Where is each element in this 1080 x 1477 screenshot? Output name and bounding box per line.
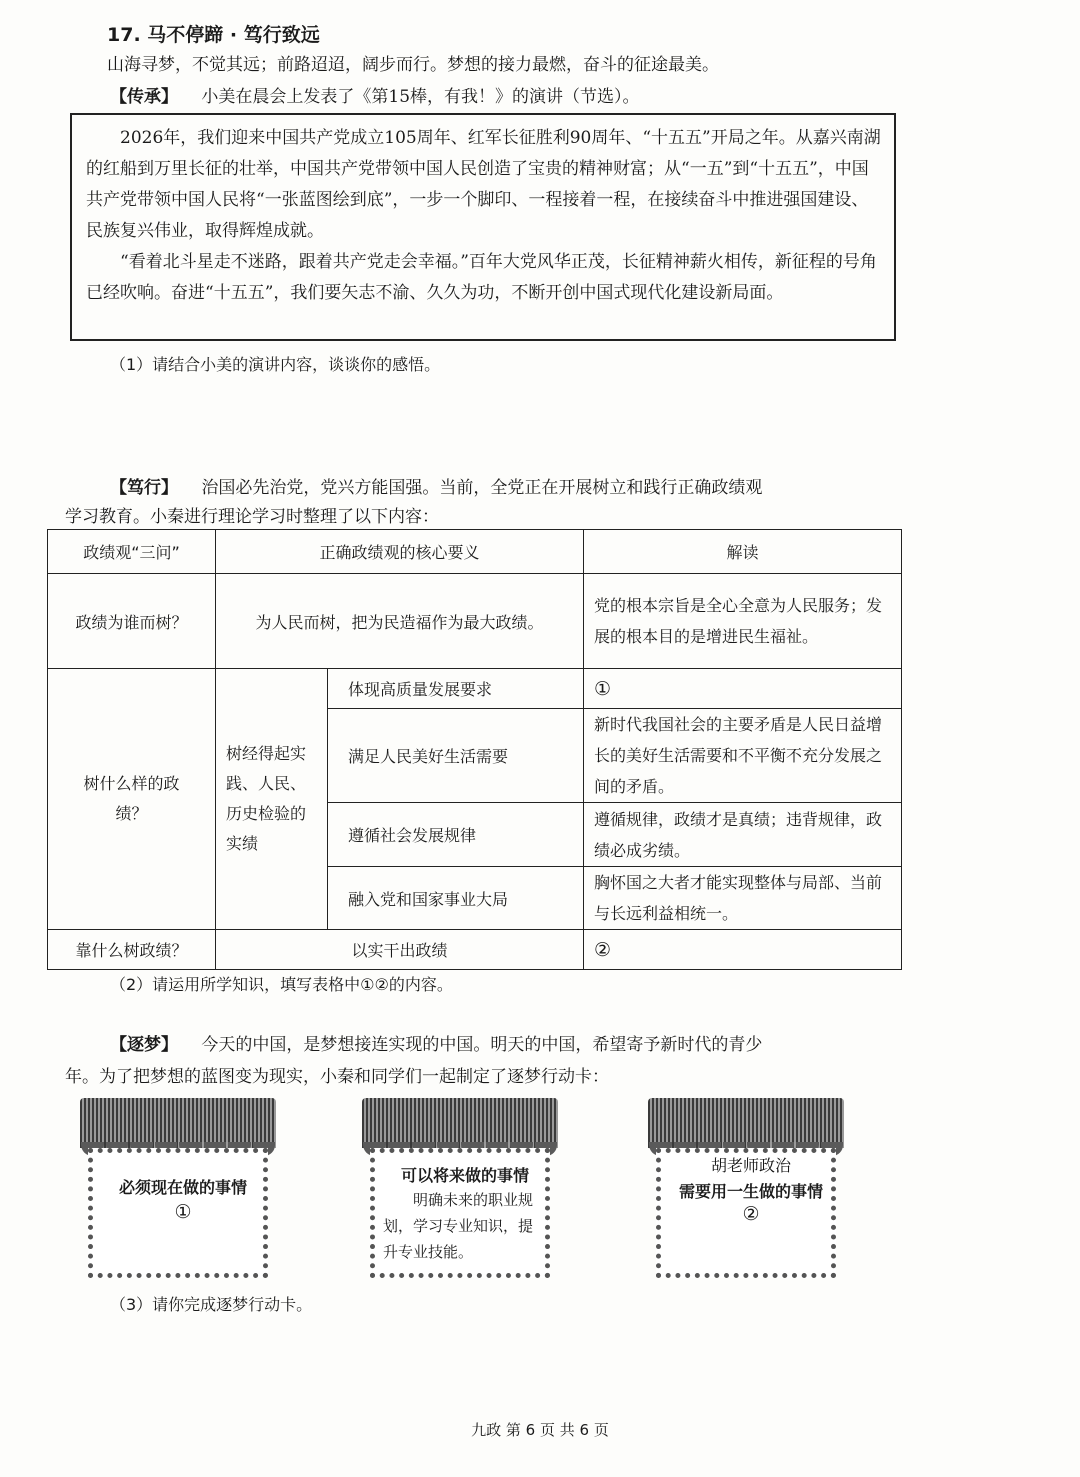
table-cell-interp: 胸怀国之大者才能实现整体与局部、当前与长远利益相统一。 [584, 867, 902, 930]
question-1: （1）请结合小美的演讲内容，谈谈你的感悟。 [110, 355, 441, 374]
awning-decoration [80, 1098, 276, 1148]
zhumeng-text-2: 年。为了把梦想的蓝图变为现实，小秦和同学们一起制定了逐梦行动卡： [65, 1067, 609, 1087]
table-header: 正确政绩观的核心要义 [216, 530, 584, 574]
chuancheng-text: 小美在晨会上发表了《第15棒，有我！》的演讲（节选）。 [201, 87, 640, 107]
question-2: （2）请运用所学知识，填写表格中①②的内容。 [110, 975, 453, 994]
table-header: 政绩观“三问” [48, 530, 216, 574]
duxing-line-1 [110, 473, 762, 498]
speech-excerpt-box [70, 113, 896, 341]
dream-card-now [80, 1098, 276, 1282]
table-cell-req: 融入党和国家事业大局 [328, 867, 584, 930]
table-cell-interp: 新时代我国社会的主要矛盾是人民日益增长的美好生活需要和不平衡不充分发展之间的矛盾。 [584, 709, 902, 803]
duxing-text-1: 治国必先治党，党兴方能国强。当前，全党正在开展树立和践行正确政绩观 [201, 478, 763, 498]
card-board [656, 1148, 836, 1278]
page-footer: 九政 第 6 页 共 6 页 [471, 1421, 609, 1439]
card-label: 可以将来做的事情 [400, 1166, 529, 1185]
chuancheng-line [110, 82, 640, 107]
awning-decoration [362, 1098, 558, 1148]
question-title: 17. 马不停蹄 · 笃行致远 [107, 24, 320, 46]
answer-blank-1: ① [584, 669, 902, 709]
table-header: 解读 [584, 530, 902, 574]
table-cell-interp: 遵循规律，政绩才是真绩；违背规律，政绩必成劣绩。 [584, 803, 902, 867]
table-cell-ask: 靠什么树政绩？ [48, 930, 216, 970]
table-row [48, 574, 902, 669]
zhumeng-line-1 [110, 1030, 762, 1055]
table-cell-core: 以实干出政绩 [216, 930, 584, 970]
card-board [370, 1148, 550, 1278]
political-performance-table [47, 529, 902, 970]
speech-paragraph-1: 2026年，我们迎来中国共产党成立105周年、红军长征胜利90周年、“十五五”开局之年。从嘉兴南湖的红船到万里长征的壮举，中国共产党带领中国人民创造了宝贵的精神财富；从“一五”到“十五五”，中国共产党带领中国人民将“一张蓝图绘到底”，一步一个脚印、一程接着一程，在接续奋斗中推进强国建设、民族复兴伟业，取得辉煌成就。 [86, 128, 881, 241]
answer-blank-2: ② [584, 930, 902, 970]
chuancheng-tag: 【传承】 [110, 87, 178, 107]
table-row [48, 669, 902, 709]
answer-blank-card-1: ① [174, 1201, 192, 1223]
dream-card-lifetime [648, 1098, 844, 1282]
dream-card-future [362, 1098, 558, 1282]
table-cell-core: 树经得起实践、人民、历史检验的实绩 [216, 669, 328, 930]
speech-paragraph-2: “看着北斗星走不迷路，跟着共产党走会幸福。”百年大党风华正茂，长征精神薪火相传，新征程的号角已经吹响。奋进“十五五”，我们要矢志不渝、久久为功，不断开创中国式现代化建设新局面。 [86, 252, 877, 303]
table-row [48, 930, 902, 970]
zhumeng-tag: 【逐梦】 [110, 1035, 178, 1055]
zhumeng-text-1: 今天的中国，是梦想接连实现的中国。明天的中国，希望寄予新时代的青少 [201, 1035, 763, 1055]
answer-blank-card-2: ② [742, 1203, 760, 1225]
table-header-row [48, 530, 902, 574]
table-cell-req: 满足人民美好生活需要 [328, 709, 584, 803]
table-cell-req: 遵循社会发展规律 [328, 803, 584, 867]
card-label: 需要用一生做的事情 [678, 1182, 823, 1201]
table-cell-core: 为人民而树，把为民造福作为最大政绩。 [216, 574, 584, 669]
watermark-text: 胡老师政治 [710, 1156, 791, 1175]
duxing-text-2: 学习教育。小秦进行理论学习时整理了以下内容： [65, 507, 439, 527]
table-cell-ask: 树什么样的政绩？ [48, 669, 216, 930]
question-intro: 山海寻梦，不觉其远；前路迢迢，阔步而行。梦想的接力最燃，奋斗的征途最美。 [107, 55, 719, 75]
card-body: 明确未来的职业规划，学习专业知识，提升专业技能。 [383, 1191, 534, 1261]
table-cell-ask: 政绩为谁而树？ [48, 574, 216, 669]
card-label: 必须现在做的事情 [118, 1178, 247, 1197]
duxing-tag: 【笃行】 [110, 478, 178, 498]
table-cell-req: 体现高质量发展要求 [328, 669, 584, 709]
card-board [88, 1148, 268, 1278]
awning-decoration [648, 1098, 844, 1148]
table-cell-interp: 党的根本宗旨是全心全意为人民服务；发展的根本目的是增进民生福祉。 [584, 574, 902, 669]
question-3: （3）请你完成逐梦行动卡。 [110, 1295, 313, 1314]
